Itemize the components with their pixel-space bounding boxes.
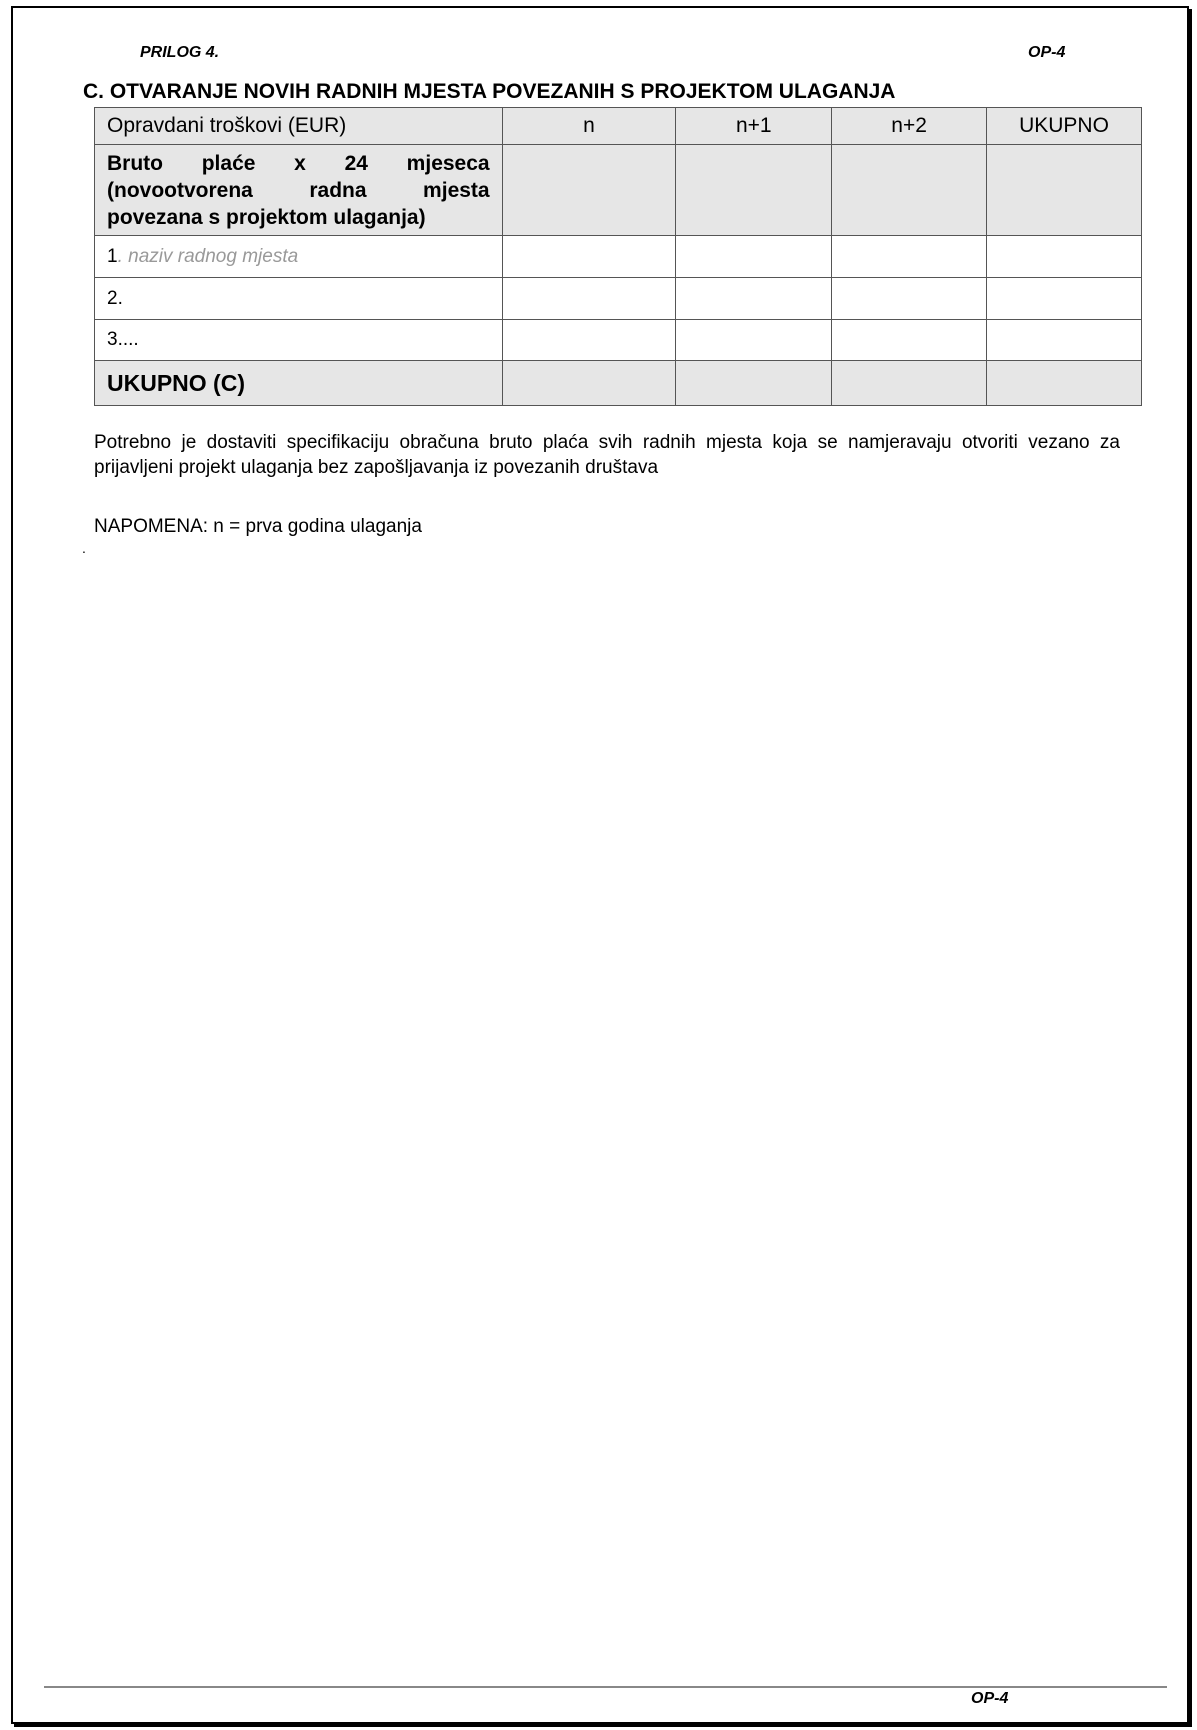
row-number: 2.	[107, 287, 123, 309]
attachment-label: PRILOG 4.	[140, 44, 220, 61]
cell[interactable]	[676, 145, 832, 236]
table-row	[95, 320, 1142, 361]
cell[interactable]	[832, 145, 987, 236]
column-header: n+2	[832, 108, 987, 145]
section-row	[95, 145, 1142, 236]
cell[interactable]	[832, 278, 987, 320]
label-line: povezana s projektom ulaganja)	[107, 205, 426, 229]
cell[interactable]	[676, 320, 832, 361]
cell[interactable]	[987, 278, 1142, 320]
cell[interactable]	[502, 361, 676, 406]
column-header: Opravdani troškovi (EUR)	[95, 108, 503, 145]
cell[interactable]	[987, 145, 1142, 236]
footer-divider	[44, 1686, 1167, 1688]
row-number: 1	[107, 245, 118, 267]
job-name-cell[interactable]	[95, 236, 503, 278]
label-line: (novootvorena radna mjesta	[107, 178, 490, 202]
job-name-placeholder: . naziv radnog mjesta	[117, 245, 299, 267]
cell[interactable]	[676, 236, 832, 278]
row-number: 3....	[107, 329, 139, 350]
job-name-cell[interactable]	[95, 278, 503, 320]
table-row	[95, 278, 1142, 320]
cell[interactable]	[832, 320, 987, 361]
footer-code: OP-4	[971, 1690, 1009, 1707]
cell[interactable]	[987, 320, 1142, 361]
total-label: UKUPNO (C)	[95, 361, 503, 406]
table-row	[95, 236, 1142, 278]
form-code: OP-4	[1028, 44, 1066, 61]
cell[interactable]	[502, 236, 676, 278]
cell[interactable]	[987, 361, 1142, 406]
cell[interactable]	[502, 278, 676, 320]
costs-table	[94, 107, 1142, 406]
stray-dot: .	[82, 540, 86, 556]
cell[interactable]	[832, 361, 987, 406]
job-name-cell[interactable]	[95, 320, 503, 361]
cell[interactable]	[987, 236, 1142, 278]
cell[interactable]	[502, 320, 676, 361]
column-header: n	[502, 108, 676, 145]
cell[interactable]	[502, 145, 676, 236]
section-title: C. OTVARANJE NOVIH RADNIH MJESTA POVEZANIH S PROJEKTOM ULAGANJA	[83, 80, 896, 103]
note: NAPOMENA: n = prva godina ulaganja	[94, 516, 422, 537]
section-label	[95, 145, 503, 236]
cell[interactable]	[676, 278, 832, 320]
label-line: Bruto plaće x 24 mjeseca	[107, 151, 490, 175]
cell[interactable]	[832, 236, 987, 278]
total-row	[95, 361, 1142, 406]
instruction-paragraph: Potrebno je dostaviti specifikaciju obračuna bruto plaća svih radnih mjesta koja se namjeravaju otvoriti vezano za prijavljeni projekt ulaganja bez zapošljavanja iz povezanih društava	[94, 432, 1120, 478]
column-header: n+1	[676, 108, 832, 145]
table-header-row	[95, 108, 1142, 145]
cell[interactable]	[676, 361, 832, 406]
column-header: UKUPNO	[987, 108, 1142, 145]
